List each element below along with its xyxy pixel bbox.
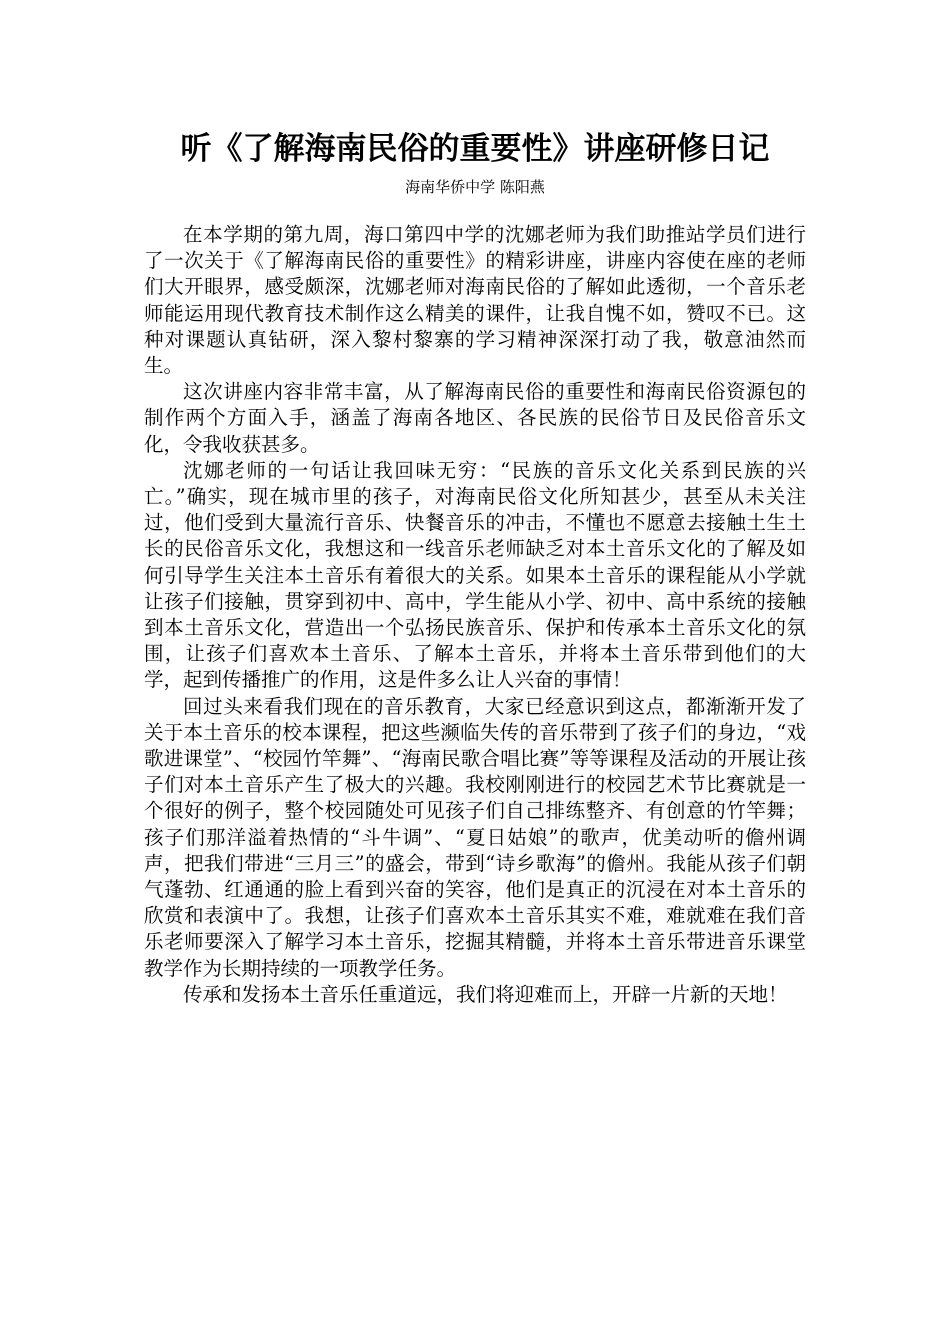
paragraph: 这次讲座内容非常丰富，从了解海南民俗的重要性和海南民俗资源包的制作两个方面入手，涵盖了海南各地区、各民族的民俗节日及民俗音乐文化，令我收获甚多。 xyxy=(144,380,806,456)
paragraph: 在本学期的第九周，海口第四中学的沈娜老师为我们助推站学员们进行了一次关于《了解海南民俗的重要性》的精彩讲座，讲座内容使在座的老师们大开眼界，感受颇深，沈娜老师对海南民俗的了解如此透彻，一个音乐老师能运用现代教育技术制作这么精美的课件，让我自愧不如，赞叹不已。这种对课题认真钻研，深入黎村黎寨的学习精神深深打动了我，敬意油然而生。 xyxy=(144,223,806,378)
paragraph: 回过头来看我们现在的音乐教育，大家已经意识到这点，都渐渐开发了关于本土音乐的校本课程，把这些濒临失传的音乐带到了孩子们的身边，“戏歌进课堂”、“校园竹竿舞”、“海南民歌合唱比赛”等等课程及活动的开展让孩子们对本土音乐产生了极大的兴趣。我校刚刚进行的校园艺术节比赛就是一个很好的例子，整个校园随处可见孩子们自己排练整齐、有创意的竹竿舞；孩子们那洋溢着热情的“斗牛调”、“夏日姑娘”的歌声，优美动听的儋州调声，把我们带进“三月三”的盛会，带到“诗乡歌海”的儋州。我能从孩子们朝气蓬勃、红通通的脸上看到兴奋的笑容，他们是真正的沉浸在对本土音乐的欣赏和表演中了。我想，让孩子们喜欢本土音乐其实不难，难就难在我们音乐老师要深入了解学习本土音乐，挖掘其精髓，并将本土音乐带进音乐课堂教学作为长期持续的一项教学任务。 xyxy=(144,694,806,980)
document-title: 听《了解海南民俗的重要性》讲座研修日记 xyxy=(180,131,770,167)
document-body xyxy=(144,222,806,1008)
paragraph: 沈娜老师的一句话让我回味无穷：“民族的音乐文化关系到民族的兴亡。”确实，现在城市里的孩子，对海南民俗文化所知甚少，甚至从未关注过，他们受到大量流行音乐、快餐音乐的冲击，不懂也不愿意去接触土生土长的民俗音乐文化，我想这和一线音乐老师缺乏对本土音乐文化的了解及如何引导学生关注本土音乐有着很大的关系。如果本土音乐的课程能从小学就让孩子们接触，贯穿到初中、高中，学生能从小学、初中、高中系统的接触到本土音乐文化，营造出一个弘扬民族音乐、保护和传承本土音乐文化的氛围，让孩子们喜欢本土音乐、了解本土音乐，并将本土音乐带到他们的大学，起到传播推广的作用，这是件多么让人兴奋的事情！ xyxy=(144,458,806,692)
document-author: 海南华侨中学 陈阳燕 xyxy=(405,178,545,196)
paragraph: 传承和发扬本土音乐任重道远，我们将迎难而上，开辟一片新的天地！ xyxy=(183,982,788,1006)
